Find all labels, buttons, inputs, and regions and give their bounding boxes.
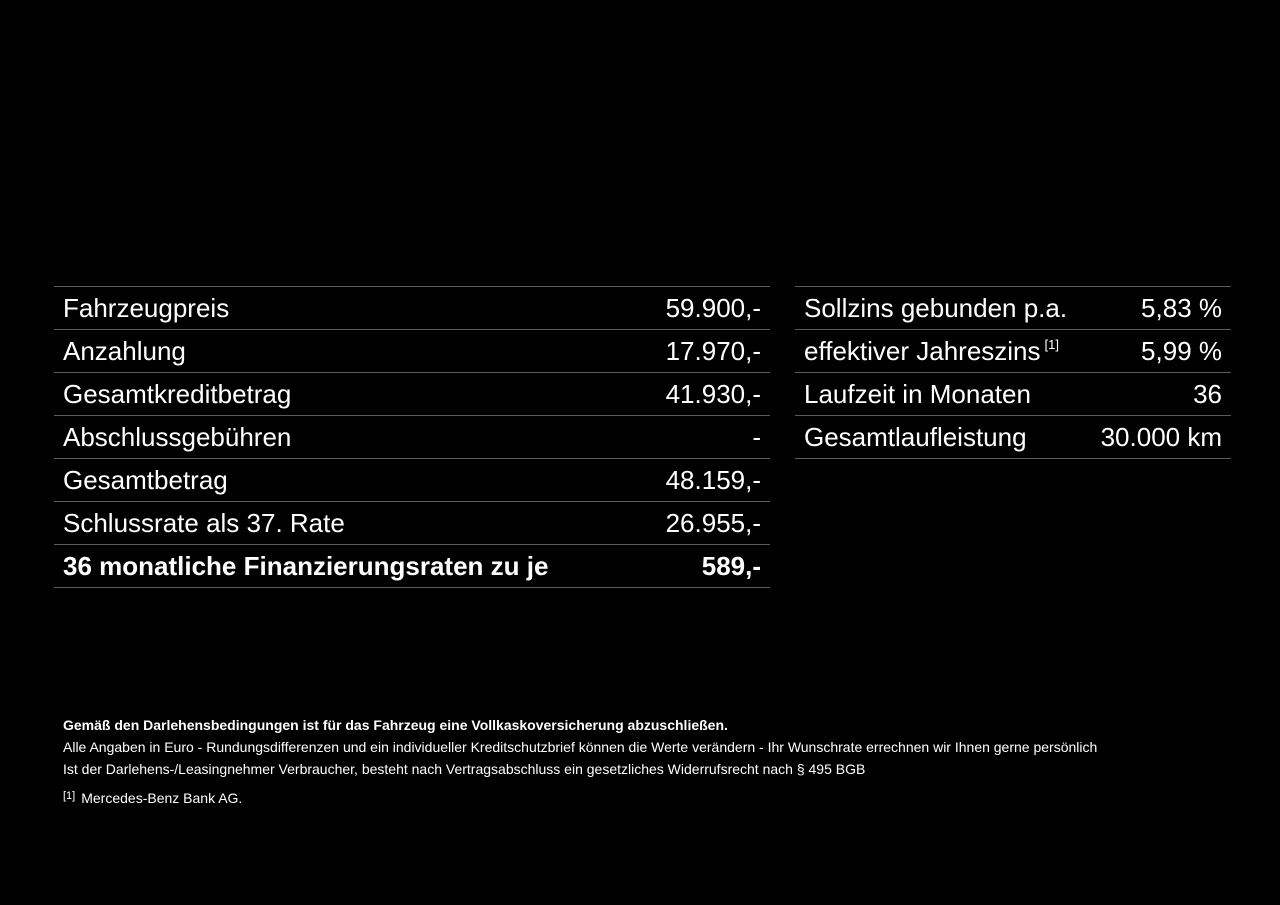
insurance-note: Gemäß den Darlehensbedingungen ist für das Fahrzeug eine Vollkaskoversicherung abzuschließen. xyxy=(63,717,728,733)
row-value: 59.900,- xyxy=(665,293,761,323)
interest-table xyxy=(795,286,1231,459)
row-label xyxy=(804,330,1059,372)
table-row xyxy=(795,415,1231,459)
row-value: 48.159,- xyxy=(665,465,761,495)
row-value: 17.970,- xyxy=(665,336,761,366)
row-label: Laufzeit in Monaten xyxy=(804,379,1031,409)
row-value: 5,83 % xyxy=(1141,293,1222,323)
table-row xyxy=(54,415,770,458)
footnote-mark: [1] xyxy=(63,790,76,802)
table-row xyxy=(795,286,1231,329)
row-value: 30.000 km xyxy=(1100,422,1222,452)
financing-table xyxy=(54,286,770,588)
table-row xyxy=(54,501,770,544)
table-row xyxy=(54,458,770,501)
row-label: Anzahlung xyxy=(63,336,186,366)
table-row xyxy=(795,372,1231,415)
legal-footer xyxy=(63,714,1243,809)
row-value: 41.930,- xyxy=(665,379,761,409)
footnote-reference: [1] xyxy=(1044,337,1059,352)
row-value: - xyxy=(752,422,761,452)
row-label: Gesamtlaufleistung xyxy=(804,422,1027,452)
row-label-text: effektiver Jahreszins xyxy=(804,336,1041,366)
monthly-rate-row xyxy=(54,544,770,588)
disclaimer-note: Alle Angaben in Euro - Rundungsdifferenzen und ein individueller Kreditschutzbrief können die Werte verändern - Ihr Wunschrate errechnen wir Ihnen gerne persönlich xyxy=(63,739,1098,755)
row-label: Schlussrate als 37. Rate xyxy=(63,508,345,538)
row-label: Sollzins gebunden p.a. xyxy=(804,293,1068,323)
table-row xyxy=(54,372,770,415)
row-value: 589,- xyxy=(701,551,761,581)
row-value: 5,99 % xyxy=(1141,336,1222,366)
row-label: Abschlussgebühren xyxy=(63,422,292,452)
table-row xyxy=(795,329,1231,372)
row-label: Gesamtbetrag xyxy=(63,465,228,495)
footnote xyxy=(63,787,1243,809)
row-label: Fahrzeugpreis xyxy=(63,293,230,323)
row-value: 36 xyxy=(1193,379,1222,409)
table-row xyxy=(54,329,770,372)
footnote-text: Mercedes-Benz Bank AG. xyxy=(81,790,243,806)
table-row xyxy=(54,286,770,329)
row-label: Gesamtkreditbetrag xyxy=(63,379,292,409)
row-label: 36 monatliche Finanzierungsraten zu je xyxy=(63,551,549,581)
row-value: 26.955,- xyxy=(665,508,761,538)
withdrawal-note: Ist der Darlehens-/Leasingnehmer Verbraucher, besteht nach Vertragsabschluss ein gesetzliches Widerrufsrecht nach § 495 BGB xyxy=(63,761,866,777)
